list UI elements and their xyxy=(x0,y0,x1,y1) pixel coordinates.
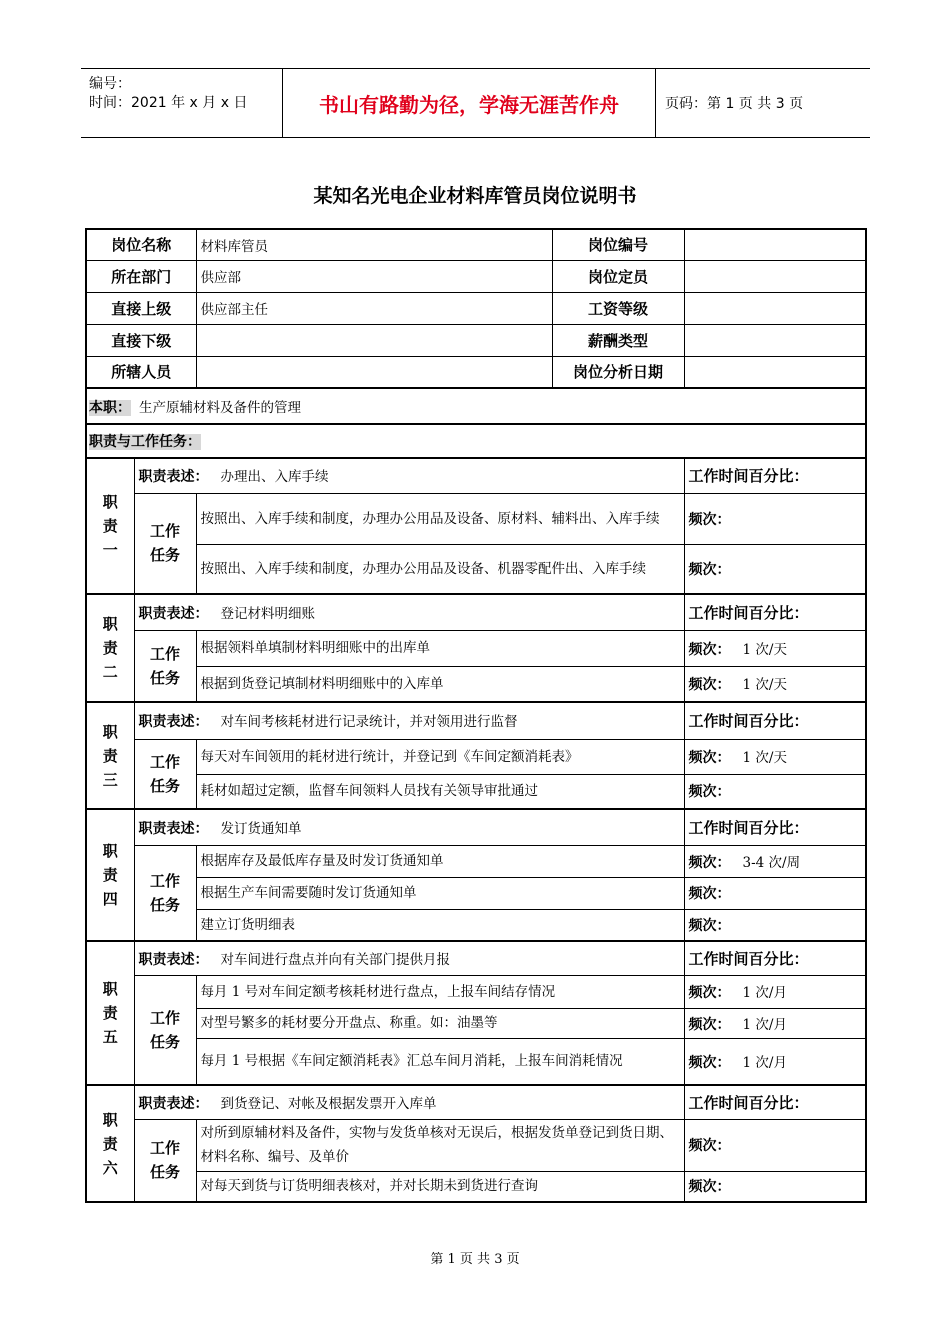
info-value: 材料库管员 xyxy=(196,229,552,260)
info-row xyxy=(86,356,866,388)
info-row xyxy=(86,260,866,292)
main-duty-cell xyxy=(86,388,866,424)
duty-name-char: 四 xyxy=(102,890,118,908)
freq-value: 1 次/月 xyxy=(742,985,787,1001)
duty-desc-row xyxy=(86,702,866,739)
task-row xyxy=(86,877,866,909)
job-description-table xyxy=(85,228,867,1203)
duty-name xyxy=(86,458,134,594)
page-info: 页码：第 1 页 共 3 页 xyxy=(665,96,804,112)
percent-label: 工作时间百分比： xyxy=(684,1085,866,1119)
task-frequency xyxy=(684,975,866,1008)
duty-desc-label: 职责表述： xyxy=(138,820,209,837)
duty-name xyxy=(86,594,134,702)
freq-value: 1 次/天 xyxy=(742,641,787,658)
duty-desc-text: 对车间进行盘点并向有关部门提供月报 xyxy=(220,951,450,968)
freq-label: 频次： xyxy=(688,1054,731,1071)
task-label xyxy=(134,1119,196,1202)
percent-label: 工作时间百分比： xyxy=(684,594,866,630)
duty-desc-text: 到货登记、对帐及根据发票开入库单 xyxy=(220,1095,437,1112)
task-row xyxy=(86,630,866,666)
task-frequency xyxy=(684,845,866,877)
task-label-1: 工作 xyxy=(150,522,181,541)
duty-name-char: 职 xyxy=(102,493,118,511)
task-label-2: 任务 xyxy=(150,776,181,795)
duty-name-char: 职 xyxy=(102,722,118,741)
date-label: 时间：2021 年 x 月 x 日 xyxy=(89,95,248,111)
duty-name-char: 三 xyxy=(102,770,118,789)
duty-desc-text: 发订货通知单 xyxy=(220,820,302,837)
task-text: 根据生产车间需要随时发订货通知单 xyxy=(196,877,684,909)
task-row xyxy=(86,774,866,809)
task-row xyxy=(86,975,866,1008)
info-value: 供应部主任 xyxy=(196,292,552,324)
main-duty-row xyxy=(86,388,866,424)
duty-name-char: 职 xyxy=(102,1110,118,1129)
task-text: 按照出、入库手续和制度，办理办公用品及设备、原材料、辅料出、入库手续 xyxy=(196,493,684,544)
duty-desc-cell xyxy=(134,458,684,493)
duties-title-row xyxy=(86,424,866,458)
duty-name-char: 责 xyxy=(102,517,118,535)
info-label: 岗位定员 xyxy=(552,260,684,292)
duty-desc-label: 职责表述： xyxy=(138,714,209,731)
info-value xyxy=(196,324,552,356)
info-row xyxy=(86,324,866,356)
duty-desc-cell xyxy=(134,594,684,630)
duty-desc-text: 对车间考核耗材进行记录统计，并对领用进行监督 xyxy=(220,714,518,731)
info-value xyxy=(196,356,552,388)
task-label xyxy=(134,630,196,702)
freq-label: 频次： xyxy=(688,784,731,801)
page-footer: 第 1 页 共 3 页 xyxy=(430,1252,520,1267)
task-frequency xyxy=(684,493,866,544)
info-value: 供应部 xyxy=(196,260,552,292)
task-text: 对型号繁多的耗材要分开盘点、称重。如：油墨等 xyxy=(196,1008,684,1038)
task-text: 对所到原辅材料及备件，实物与发货单核对无误后，根据发货单登记到货日期、材料名称、编号、及单价 xyxy=(196,1119,684,1171)
freq-label: 频次： xyxy=(688,1138,731,1154)
info-value xyxy=(684,229,866,260)
duty-desc-text: 登记材料明细账 xyxy=(220,605,315,622)
task-text: 每月 1 号对车间定额考核耗材进行盘点，上报车间结存情况 xyxy=(196,975,684,1008)
duty-name xyxy=(86,809,134,941)
info-label: 岗位分析日期 xyxy=(552,356,684,388)
duty-name-char: 责 xyxy=(102,866,118,884)
motto: 书山有路勤为径，学海无涯苦作舟 xyxy=(282,69,656,137)
percent-label: 工作时间百分比： xyxy=(684,458,866,493)
duty-desc-cell xyxy=(134,941,684,975)
task-frequency xyxy=(684,630,866,666)
duty-name-char: 责 xyxy=(102,639,118,657)
duty-desc-row xyxy=(86,594,866,630)
task-frequency xyxy=(684,877,866,909)
task-label xyxy=(134,975,196,1085)
task-row xyxy=(86,1171,866,1202)
info-row xyxy=(86,292,866,324)
freq-label: 频次： xyxy=(688,1179,731,1196)
task-frequency xyxy=(684,1119,866,1171)
duty-name xyxy=(86,1085,134,1202)
header-left xyxy=(81,69,281,137)
freq-label: 频次： xyxy=(688,641,731,658)
duty-name-char: 职 xyxy=(102,615,118,633)
duty-name-char: 一 xyxy=(102,541,118,559)
duty-name-char: 六 xyxy=(102,1158,118,1177)
task-label-2: 任务 xyxy=(150,1163,181,1182)
duty-name-char: 二 xyxy=(102,663,118,681)
info-value xyxy=(684,324,866,356)
task-label-1: 工作 xyxy=(150,1139,181,1158)
freq-label: 频次： xyxy=(688,985,731,1001)
info-label: 岗位编号 xyxy=(552,229,684,260)
duty-desc-row xyxy=(86,941,866,975)
task-label-1: 工作 xyxy=(150,752,181,771)
info-value xyxy=(684,260,866,292)
duty-desc-label: 职责表述： xyxy=(138,605,209,622)
info-row xyxy=(86,229,866,260)
duty-name-char: 责 xyxy=(102,1134,118,1153)
duty-desc-label: 职责表述： xyxy=(138,1095,209,1112)
duty-desc-label: 职责表述： xyxy=(138,469,209,486)
duties-title: 职责与工作任务： xyxy=(89,434,201,450)
main-duty-label: 本职： xyxy=(89,399,131,416)
duty-desc-label: 职责表述： xyxy=(138,951,209,968)
task-text: 按照出、入库手续和制度，办理办公用品及设备、机器零配件出、入库手续 xyxy=(196,544,684,594)
duty-desc-cell xyxy=(134,702,684,739)
freq-label: 频次： xyxy=(688,886,731,902)
duty-name-char: 责 xyxy=(102,1004,118,1022)
percent-label: 工作时间百分比： xyxy=(684,941,866,975)
duties-title-cell xyxy=(86,424,866,458)
duty-name-char: 五 xyxy=(102,1028,118,1046)
duty-name-char: 职 xyxy=(102,980,118,998)
duty-desc-row xyxy=(86,1085,866,1119)
duty-desc-text: 办理出、入库手续 xyxy=(220,469,329,486)
task-label xyxy=(134,845,196,941)
number-label: 编号： xyxy=(89,76,131,92)
info-value xyxy=(684,356,866,388)
task-frequency xyxy=(684,544,866,594)
task-frequency xyxy=(684,774,866,809)
task-frequency xyxy=(684,1171,866,1202)
task-text: 每天对车间领用的耗材进行统计，并登记到《车间定额消耗表》 xyxy=(196,739,684,774)
freq-label: 频次： xyxy=(688,511,731,528)
document-title: 某知名光电企业材料库管员岗位说明书 xyxy=(313,185,637,207)
duty-name-char: 职 xyxy=(102,842,118,860)
freq-label: 频次： xyxy=(688,1016,731,1033)
freq-label: 频次： xyxy=(688,750,731,766)
task-text: 根据领料单填制材料明细账中的出库单 xyxy=(196,630,684,666)
task-text: 根据到货登记填制材料明细账中的入库单 xyxy=(196,666,684,702)
task-frequency xyxy=(684,1008,866,1038)
duty-name-char: 责 xyxy=(102,746,118,765)
task-text: 对每天到货与订货明细表核对，并对长期未到货进行查询 xyxy=(196,1171,684,1202)
task-frequency xyxy=(684,666,866,702)
percent-label: 工作时间百分比： xyxy=(684,702,866,739)
freq-value: 1 次/天 xyxy=(742,750,787,766)
task-text: 耗材如超过定额，监督车间领料人员找有关领导审批通过 xyxy=(196,774,684,809)
task-label-1: 工作 xyxy=(150,644,181,663)
freq-label: 频次： xyxy=(688,677,731,694)
freq-label: 频次： xyxy=(688,917,731,934)
task-row xyxy=(86,739,866,774)
task-row xyxy=(86,544,866,594)
task-row xyxy=(86,1008,866,1038)
info-label: 工资等级 xyxy=(552,292,684,324)
task-label-1: 工作 xyxy=(150,1008,181,1027)
task-text: 建立订货明细表 xyxy=(196,909,684,941)
freq-value: 1 次/月 xyxy=(742,1016,787,1033)
info-label: 直接下级 xyxy=(86,324,196,356)
duty-desc-cell xyxy=(134,1085,684,1119)
info-label: 所在部门 xyxy=(86,260,196,292)
task-row xyxy=(86,1038,866,1085)
task-row xyxy=(86,666,866,702)
task-label-1: 工作 xyxy=(150,871,181,890)
task-frequency xyxy=(684,1038,866,1085)
task-row xyxy=(86,1119,866,1171)
task-row xyxy=(86,493,866,544)
page-header xyxy=(81,68,870,138)
task-frequency xyxy=(684,909,866,941)
task-label-2: 任务 xyxy=(150,546,181,565)
main-duty-text: 生产原辅材料及备件的管理 xyxy=(139,399,301,416)
percent-label: 工作时间百分比： xyxy=(684,809,866,845)
task-frequency xyxy=(684,739,866,774)
task-label-2: 任务 xyxy=(150,668,181,687)
duty-desc-row xyxy=(86,458,866,493)
task-label-2: 任务 xyxy=(150,1032,181,1051)
info-label: 薪酬类型 xyxy=(552,324,684,356)
duty-desc-cell xyxy=(134,809,684,845)
freq-value: 3-4 次/周 xyxy=(742,854,801,871)
info-label: 直接上级 xyxy=(86,292,196,324)
task-label-2: 任务 xyxy=(150,895,181,914)
task-row xyxy=(86,845,866,877)
task-row xyxy=(86,909,866,941)
duty-desc-row xyxy=(86,809,866,845)
task-text: 每月 1 号根据《车间定额消耗表》汇总车间月消耗，上报车间消耗情况 xyxy=(196,1038,684,1085)
info-label: 岗位名称 xyxy=(86,229,196,260)
info-value xyxy=(684,292,866,324)
duty-name xyxy=(86,702,134,809)
freq-value: 1 次/月 xyxy=(742,1054,787,1071)
freq-label: 频次： xyxy=(688,561,731,578)
task-label xyxy=(134,493,196,594)
task-text: 根据库存及最低库存量及时发订货通知单 xyxy=(196,845,684,877)
task-label xyxy=(134,739,196,809)
duty-name xyxy=(86,941,134,1085)
freq-label: 频次： xyxy=(688,854,731,871)
freq-value: 1 次/天 xyxy=(742,677,787,694)
info-label: 所辖人员 xyxy=(86,356,196,388)
